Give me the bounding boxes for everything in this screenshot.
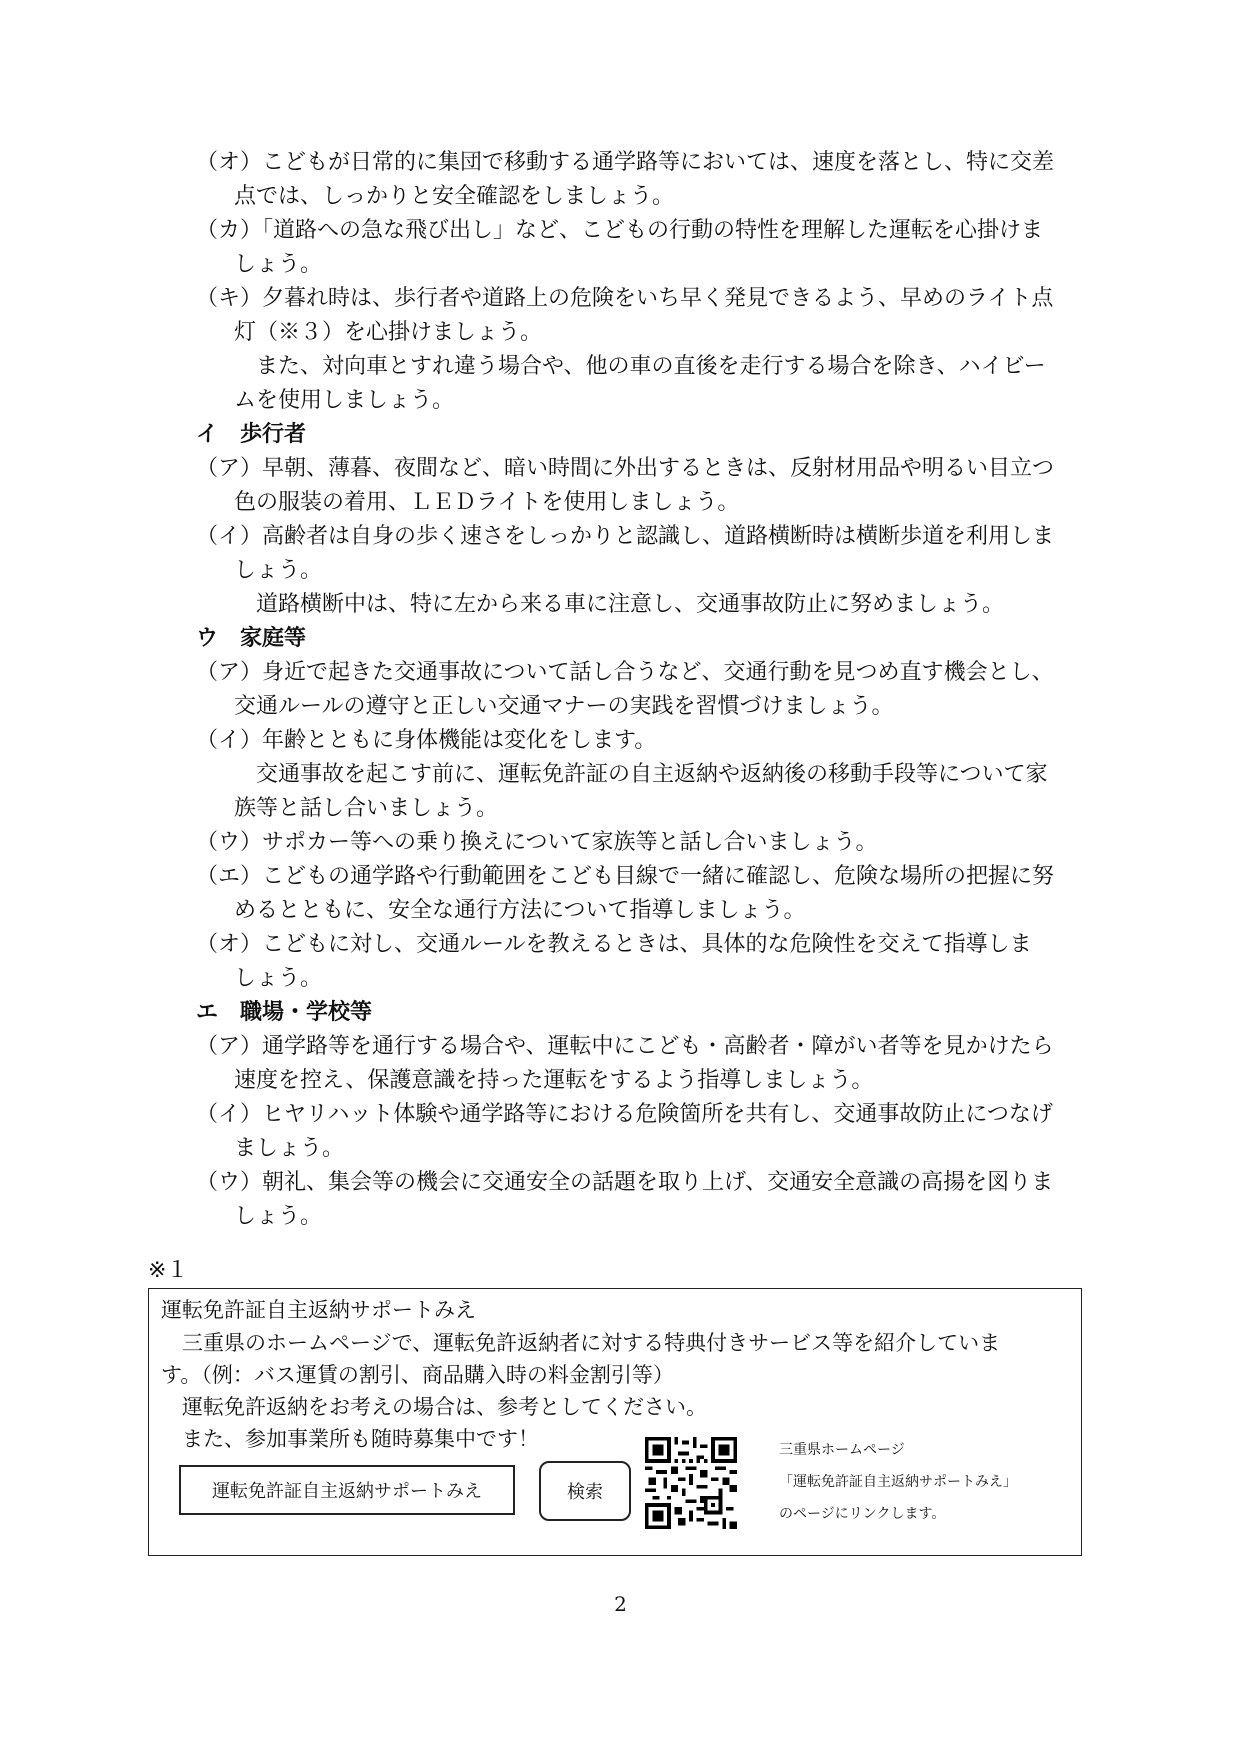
search-input[interactable]: 運転免許証自主返納サポートみえ xyxy=(179,1465,515,1515)
note-line: 三重県のホームページで、運転免許返納者に対する特典付きサービス等を紹介していま xyxy=(161,1331,1001,1355)
section-heading-pedestrians: イ 歩行者 xyxy=(196,422,307,447)
item-e-home: （エ）こどもの通学路や行動範囲をこども目線で一緒に確認し、危険な場所の把握に努 めるとともに、安全な通行方法について指導しましょう。 xyxy=(196,864,1055,923)
note-line: す。（例：バス運賃の割引、商品購入時の料金割引等） xyxy=(161,1363,674,1387)
note-line: 運転免許返納をお考えの場合は、参考としてください。 xyxy=(161,1395,707,1419)
note-marker: ※１ xyxy=(148,1258,189,1283)
item-a-pedestrians: （ア）早朝、薄暮、夜間など、暗い時間に外出するときは、反射材用品や明るい目立つ 色の服装の着用、ＬＥＤライトを使用しましょう。 xyxy=(196,456,1055,515)
note-title: 運転免許証自主返納サポートみえ xyxy=(161,1298,476,1322)
item-i-home: （イ）年齢とともに身体機能は変化をします。 交通事故を起こす前に、運転免許証の自主返納や返納後の移動手段等について家 族等と話し合いましょう。 xyxy=(196,728,1048,821)
qr-code-icon[interactable] xyxy=(645,1437,737,1529)
item-ka-drivers: （カ）「道路への急な飛び出し」など、こどもの行動の特性を理解した運転を心掛けま しょう。 xyxy=(196,218,1044,277)
item-a-workplace: （ア）通学路等を通行する場合や、運転中にこども・高齢者・障がい者等を見かけたら 速度を控え、保護意識を持った運転をするよう指導しましょう。 xyxy=(196,1034,1054,1093)
search-button[interactable]: 検索 xyxy=(539,1461,631,1521)
qr-caption-line: 「運転免許証自主返納サポートみえ」 xyxy=(779,1474,1017,1490)
note-line: また、参加事業所も随時募集中です！ xyxy=(161,1427,539,1451)
note-box xyxy=(148,1288,1082,1556)
section-heading-workplace: エ 職場・学校等 xyxy=(196,1000,373,1025)
item-i-workplace: （イ）ヒヤリハット体験や通学路等における危険箇所を共有し、交通事故防止につなげ ましょう。 xyxy=(196,1102,1053,1161)
item-u-home: （ウ）サポカー等への乗り換えについて家族等と話し合いましょう。 xyxy=(196,830,878,855)
item-o-drivers: （オ）こどもが日常的に集団で移動する通学路等においては、速度を落とし、特に交差 点では、しっかりと安全確認をしましょう。 xyxy=(196,150,1055,209)
item-ki-drivers: （キ）夕暮れ時は、歩行者や道路上の危険をいち早く発見できるよう、早めのライト点 灯（※３）を心掛けましょう。 また、対向車とすれ違う場合や、他の車の直後を走行する場合を除き、ハイビー ムを使用しましょう。 xyxy=(196,286,1054,413)
item-u-workplace: （ウ）朝礼、集会等の機会に交通安全の話題を取り上げ、交通安全意識の高揚を図りま しょう。 xyxy=(196,1170,1054,1229)
item-a-home: （ア）身近で起きた交通事故について話し合うなど、交通行動を見つめ直す機会とし、 交通ルールの遵守と正しい交通マナーの実践を習慣づけましょう。 xyxy=(196,660,1054,719)
section-heading-home: ウ 家庭等 xyxy=(196,626,307,651)
page-number: 2 xyxy=(614,1592,627,1616)
item-i-pedestrians: （イ）高齢者は自身の歩く速さをしっかりと認識し、道路横断時は横断歩道を利用しま しょう。 道路横断中は、特に左から来る車に注意し、交通事故防止に努めましょう。 xyxy=(196,524,1055,617)
qr-caption-line: のページにリンクします。 xyxy=(779,1506,946,1522)
item-o-home: （オ）こどもに対し、交通ルールを教えるときは、具体的な危険性を交えて指導しま しょう。 xyxy=(196,932,1032,991)
qr-caption-line: 三重県ホームページ xyxy=(779,1442,905,1458)
